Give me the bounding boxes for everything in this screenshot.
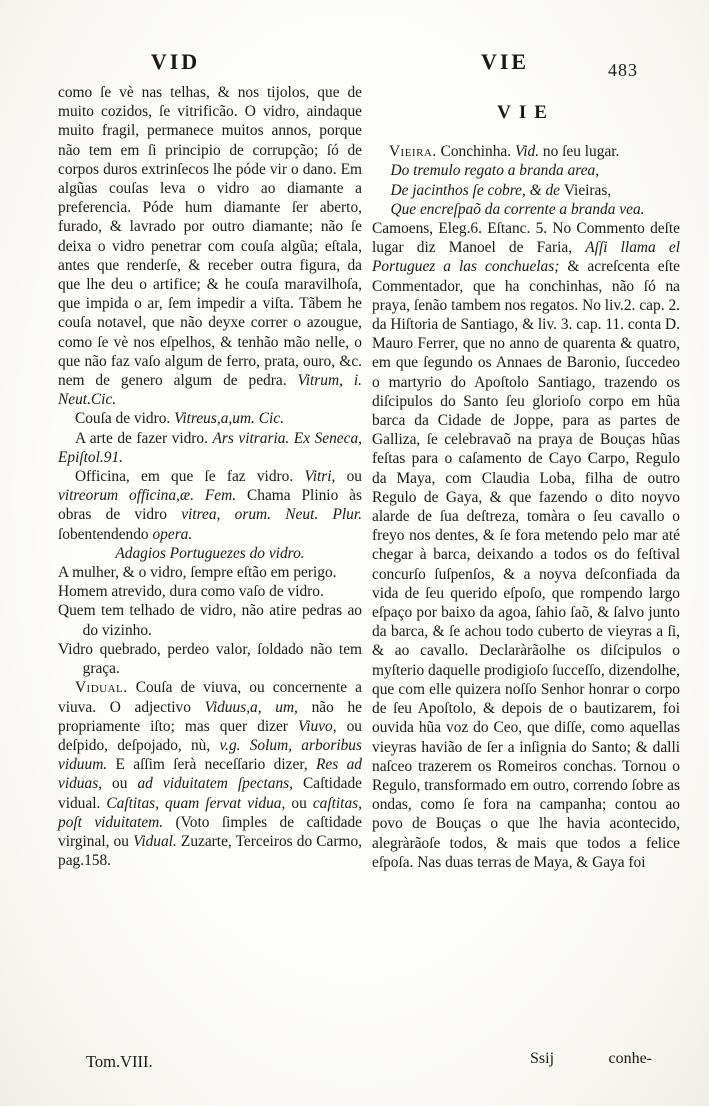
text-segment: Conchinha. xyxy=(436,143,515,161)
text-segment: Vitreus,a,um. Cic. xyxy=(174,410,284,428)
paragraph-arte-de-fazer-vidro xyxy=(58,429,362,467)
left-column xyxy=(58,83,362,870)
text-segment: A mulher, & o vidro, ſempre eſtão em perigo. xyxy=(58,564,337,582)
adage-4 xyxy=(58,640,362,678)
text-segment: Que encreſpaõ da corrente a branda vea. xyxy=(390,200,645,218)
text-segment: Couſa de viuva, ou concernente a viuva. O adjectivo xyxy=(58,679,362,716)
text-segment: Zuzarte, Terceiros do Carmo, pag.158. xyxy=(58,832,362,870)
verse-line-3 xyxy=(372,200,680,219)
text-segment: De jacinthos ſe cobre, & de xyxy=(390,181,564,199)
paragraph-officina xyxy=(58,467,362,544)
text-segment: ou xyxy=(102,775,138,793)
text-segment: Officina, em que ſe faz vidro. xyxy=(74,468,305,486)
text-segment: Quem tem telhado de vidro, não atire pedras ao do vizinho. xyxy=(58,602,362,639)
text-segment: Caſtitas, quam ſervat vidua, xyxy=(106,794,286,812)
text-segment: ou xyxy=(285,794,313,812)
adage-2 xyxy=(58,582,362,601)
text-segment: Camoens, Eleg.6. Eſtanc. 5. No Commento deſte lugar diz Manoel de Faria, xyxy=(372,220,680,257)
signature-line xyxy=(372,1050,680,1068)
volume-label: Tom.VIII. xyxy=(86,1052,153,1071)
catchword: conhe- xyxy=(608,1050,652,1067)
text-segment: ad viduitatem ſpectans, xyxy=(137,775,293,793)
entry-vieira xyxy=(372,142,680,161)
text-segment: Vidual. xyxy=(133,832,177,850)
entry-vidual xyxy=(58,678,362,870)
text-segment: Ars vitraria. Ex Seneca, Epiſtol.91. xyxy=(58,429,362,466)
text-segment: Viduus,a, um, xyxy=(204,698,298,716)
text-segment: como ſe vè nas telhas, & nos tijolos, que de muito cozidos, ſe vitrificão. O vidro, aindaque muito fragil, permanece muitos annos, porque não tem em ſi principio de corrupção; ſó de corpos duros extrinſecos lhe póde vir o dano. Em algũas couſas leva o vidro ao diamante a preferencia. Póde hum diamante ſer aberto, furado, & lavrado por outro diamante; não ſe deixa o vidro penetrar com couſa algũa; eſtala, antes que renderſe, & receber outra figura, da que lhe deu o artifice; & he couſa maravilhoſa, que impida o ar, ſem impedir a viſta. Tãbem he couſa notavel, que não deyxe correr o azougue, como ſe vè nos eſpelhos, & tenhão mão nelle, o que não faz vaſo algum de ferro, prata, ouro, &c. nem de genero algum de pedra. xyxy=(58,84,362,390)
verse-line-2 xyxy=(372,181,680,200)
text-segment: Adagios Portuguezes do vidro. xyxy=(115,544,305,562)
running-head-left: VID xyxy=(150,49,201,74)
text-segment: Viuvo, xyxy=(297,717,337,735)
section-head-vie: VIE xyxy=(497,102,555,123)
right-column xyxy=(372,103,680,872)
text-segment: & acreſcenta eſte Commentador, que ha conchinhas, não ſó na praya, ſenão tambem nos regatos. No liv.2. cap. 2. da Hiſtoria de Santiago, & liv. 3. cap. 11. conta D. Mauro Ferrer, que no anno de quarenta & quatro, em que ſegundo os Annaes de Baronio, ſuccedeo o martyrio do Apoſtolo Santiago, trazendo os diſcipulos do Santo ſeu glorioſo corpo em hũa barca da Cidade de Joppe, para as partes de Galliza, ſe celebravaõ na praya de Bouças hũas feſtas para o caſamento de Cayo Carpo, Regulo da Maya, com Claudia Loba, filha de outro Regulo de Gaya, & que fazendo o dito noyvo alarde de ſua deſtreza, tomàra o ſeu cavallo o freyo nos dentes, & ſe fora metendo pelo mar até chegar à barca, deixando a todos os do feſtival concurſo ſuſpenſos, & a noyva deſconfiada da vida de ſeu querido eſpoſo, que rompendo largo eſpaço por baixo da agoa, ſahio ſaõ, & ſalvo junto da barca, & ſe achou todo cuberto de vieyras a ſi, & ao cavallo. Declaràrãolhe os diſcipulos o myſterio daquelle prodigioſo ſucceſſo, dizendolhe, que com elle quizera noſſo Senhor honrar o corpo de ſeu Apoſtolo, & depois de o bautizarem, foi ouvida hũa voz do Ceo, que diſſe, como aquellas vieyras havião de ſer a inſignia do Santo; & dalli naſceo trazerem os Romeiros conchas. Tornou o Regulo, transformado em outro, correndo ſobre as ondas, como ſe fora na campanha; contou ao povo de Bouças o que lhe havia acontecido, alegràrãoſe todos, & mais que todos a felice eſpoſa. Nas duas terras de Maya, & Gaya foi xyxy=(372,258,681,871)
right-column-text xyxy=(372,142,680,872)
text-segment: Vitrum, i. Neut.Cic. xyxy=(58,372,362,409)
adage-1 xyxy=(58,563,362,582)
text-segment: vitrea, orum. Neut. Plur. xyxy=(181,506,362,524)
text-segment: Vitri, xyxy=(304,468,336,486)
text-segment: v.g. Solum, arboribus viduum. xyxy=(58,736,362,774)
text-segment: caſtitas, poſt viduitatem. xyxy=(58,794,362,831)
text-segment: ou deſpido, deſpojado, nù, xyxy=(58,717,362,754)
text-segment: vitreorum officina,æ. Fem. xyxy=(58,487,237,505)
text-segment: E aſſim ſerà neceſſario dizer, xyxy=(107,756,317,774)
text-segment: Couſa de vidro. xyxy=(74,410,175,428)
text-segment: Vieiras, xyxy=(563,181,612,199)
page-number: 483 xyxy=(608,60,638,80)
text-segment: ſobentendendo xyxy=(58,525,153,543)
signature-mark: Ssij xyxy=(530,1050,555,1067)
text-segment: Aſſi llama el Portuguez a las conchuelas; xyxy=(372,239,680,276)
text-segment: Vidro quebrado, perdeo valor, ſoldado não tem graça. xyxy=(58,640,362,678)
paragraph-vieira-commentary xyxy=(372,219,680,872)
text-segment: A arte de fazer vidro. xyxy=(74,429,213,447)
text-segment: (Voto ſimples de caſtidade virginal, ou xyxy=(58,813,363,850)
text-segment: no ſeu lugar. xyxy=(539,143,620,161)
text-segment: Do tremulo regato a branda area, xyxy=(390,162,600,180)
paragraph-vidro-continuation xyxy=(58,83,362,409)
text-segment: Caſtidade vidual. xyxy=(58,775,362,812)
text-segment: Vidual. xyxy=(74,679,128,697)
text-segment: Chama Plinio às obras de vidro xyxy=(58,487,362,524)
adage-3 xyxy=(58,601,362,639)
text-segment: Homem atrevido, dura como vaſo de vidro. xyxy=(58,583,324,601)
paragraph-cousa-de-vidro xyxy=(58,409,362,428)
text-segment: ou xyxy=(335,468,362,486)
text-segment: Vieira. xyxy=(388,143,437,161)
running-head-right: VIE xyxy=(480,49,530,74)
verse-line-1 xyxy=(372,161,680,180)
text-segment: Vid. xyxy=(514,143,540,161)
text-segment: opera. xyxy=(152,525,193,543)
heading-adagios xyxy=(58,544,362,563)
text-segment: não he propriamente iſto; mas quer dizer xyxy=(58,698,362,735)
text-segment: Res ad viduas, xyxy=(58,756,362,793)
